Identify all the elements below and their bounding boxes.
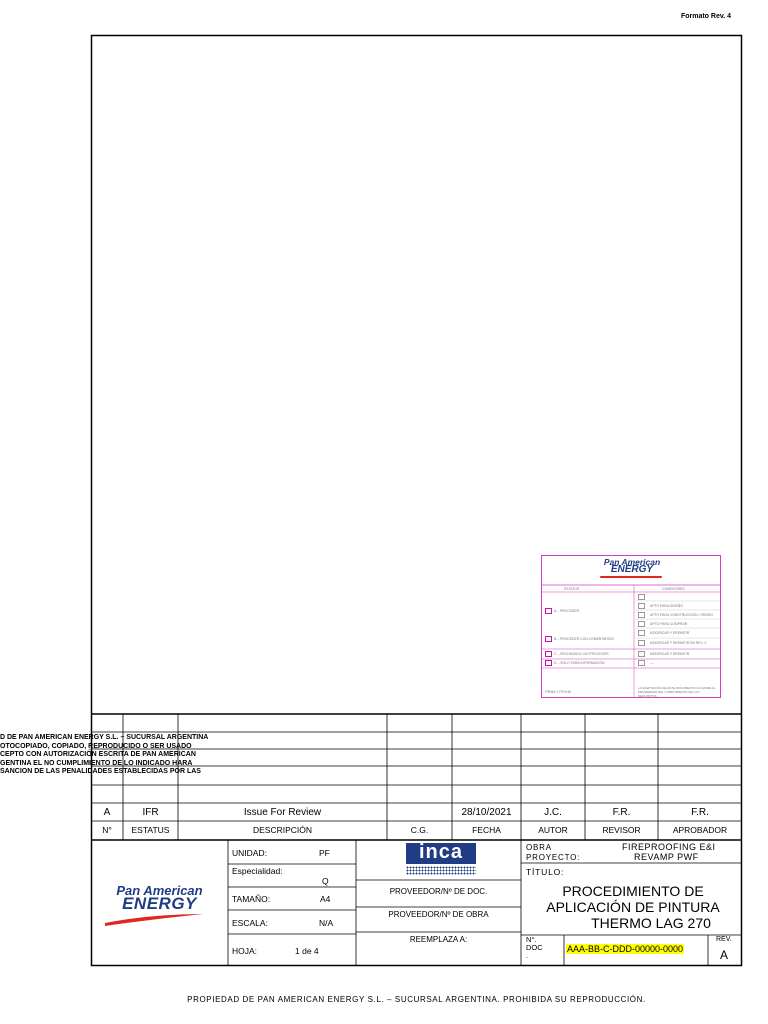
company-logo-line1: Pan American	[116, 883, 203, 898]
stamp-comment-checkbox[interactable]	[638, 630, 645, 636]
stamp-checkbox-c[interactable]	[545, 651, 552, 657]
stamp-comment: MODIFICAR Y REEMITIR	[650, 652, 690, 656]
legal-notice-line: SANCION DE LAS PENALIDADES ESTABLECIDAS POR LAS	[0, 768, 201, 775]
rev-header-description: DESCRIPCIÓN	[252, 825, 313, 835]
company-logo-swoosh	[91, 840, 228, 965]
rev-author: J.C.	[544, 807, 562, 818]
stamp-grid	[542, 556, 720, 697]
rev-header-author: AUTOR	[538, 825, 568, 835]
stamp-disclaimer: LA ACEPTACIÓN DE ESTE DOCUMENTO NO EXIME AL PROVEEDOR DEL CUMPLIMIENTO DE LOS REQUISITOS	[638, 686, 716, 698]
stamp-comment: APTO PARA COMPRAR	[650, 622, 688, 626]
proyecto-label: PROYECTO:	[526, 853, 581, 862]
rev-header-reviewer: REVISOR	[602, 825, 641, 835]
rev-header-cg: C.G.	[410, 825, 429, 835]
tamano-label: TAMAÑO:	[232, 894, 271, 904]
obra-value-line2: REVAMP PWF	[634, 852, 699, 862]
stamp-comment-checkbox[interactable]	[638, 621, 645, 627]
stamp-status-c: C – RECHAZADO, NO PROCEDER	[554, 652, 609, 656]
rev-header-status: ESTATUS	[131, 825, 170, 835]
titulo-label: TÍTULO:	[526, 867, 565, 877]
document-title-line2: APLICACIÓN DE PINTURA	[546, 899, 720, 915]
stamp-comment: APTO PARA CONSTRUCCIÓN / ORDEN	[650, 613, 713, 617]
rev-approver: F.R.	[691, 807, 709, 818]
especialidad-label: Especialidad:	[232, 866, 283, 876]
company-logo-line2: ENERGY	[122, 894, 197, 913]
stamp-comment-checkbox[interactable]	[638, 651, 645, 657]
footer-notice: PROPIEDAD DE PAN AMERICAN ENERGY S.L. – SUCURSAL ARGENTINA. PROHIBIDA SU REPRODUCCIÓN.	[187, 995, 646, 1004]
legal-notice-line: CEPTO CON AUTORIZACIÓN ESCRITA DE PAN AMERICAN	[0, 751, 196, 758]
company-logo	[91, 840, 228, 965]
hoja-value: 1 de 4	[295, 946, 319, 956]
stamp-checkbox-a[interactable]	[545, 608, 552, 614]
escala-label: ESCALA:	[232, 918, 268, 928]
stamp-comment: —	[650, 661, 654, 665]
stamp-comment: MODIFICAR Y REEMITIR EN REV. X	[650, 641, 707, 645]
stamp-comment-checkbox[interactable]	[638, 660, 645, 666]
proveedor-obra: PROVEEDOR/Nº DE OBRA	[388, 910, 489, 919]
doc-number-label-line2: DOC	[526, 943, 543, 952]
document-title	[528, 883, 738, 931]
stamp-status-d: D – SOLO PARA INFORMACIÓN	[554, 661, 605, 665]
legal-notice	[0, 734, 208, 777]
stamp-comment: MODIFICAR Y REEMITIR	[650, 631, 690, 635]
stamp-col-comment: COMENTARIO	[662, 587, 685, 591]
rev-header-date: FECHA	[472, 825, 501, 835]
escala-value: N/A	[319, 918, 334, 928]
especialidad-value: Q	[322, 876, 329, 886]
stamp-checkbox-b[interactable]	[545, 636, 552, 642]
obra-label: OBRA	[526, 843, 552, 852]
document-title-line3: THERMO LAG 270	[591, 915, 711, 931]
approval-stamp	[541, 555, 721, 698]
document-title-line1: PROCEDIMIENTO DE	[562, 883, 704, 899]
rev-number: A	[103, 807, 111, 818]
stamp-comment: APTO PARA DISEÑO	[650, 604, 683, 608]
legal-notice-line: GENTINA EL NO CUMPLIMIENTO DE LO INDICADO HARA	[0, 759, 193, 767]
rev-value: A	[720, 948, 729, 962]
stamp-comment-checkbox[interactable]	[638, 594, 645, 600]
stamp-comment-checkbox[interactable]	[638, 640, 645, 646]
tamano-value: A4	[320, 894, 331, 904]
rev-label: REV.	[716, 936, 732, 943]
stamp-checkbox-d[interactable]	[545, 660, 552, 666]
rev-description: Issue For Review	[243, 807, 322, 818]
document-number: AAA-BB-C-DDD-00000-0000	[567, 944, 684, 954]
doc-number-label-line3: .	[526, 951, 529, 960]
inca-logo-text: inca	[418, 841, 464, 863]
inca-logo	[406, 843, 476, 877]
stamp-status-a: A – PROCEDER	[554, 609, 580, 613]
stamp-status-b: B – PROCEDER CON COMENTARIOS	[554, 637, 614, 641]
legal-notice-line: OTOCOPIADO, COPIADO, REPRODUCIDO O SER USADO	[0, 742, 192, 750]
doc-number-label	[526, 936, 543, 960]
unidad-value: PF	[319, 848, 330, 858]
stamp-comment-checkbox[interactable]	[638, 612, 645, 618]
reemplaza: REEMPLAZA A:	[409, 935, 468, 944]
stamp-col-status: ESTATUS	[564, 587, 580, 591]
stamp-comment-checkbox[interactable]	[638, 603, 645, 609]
obra-value-line1: FIREPROOFING E&I	[622, 842, 716, 852]
stamp-logo-line2: ENERGY	[610, 564, 654, 575]
rev-reviewer: F.R.	[612, 807, 631, 818]
unidad-label: UNIDAD:	[232, 848, 267, 858]
legal-notice-line: D DE PAN AMERICAN ENERGY S.L. – SUCURSAL ARGENTINA	[0, 734, 209, 741]
format-revision: Formato Rev. 4	[680, 13, 731, 20]
inca-logo-dots	[406, 866, 476, 875]
stamp-logo-line1: Pan American	[603, 557, 661, 567]
rev-header-number: N°	[102, 825, 112, 835]
hoja-label: HOJA:	[232, 946, 258, 956]
stamp-signature-label: FIRMA Y FECHA	[545, 690, 571, 694]
rev-status: IFR	[142, 807, 159, 818]
proveedor-doc: PROVEEDOR/Nº DE DOC.	[389, 887, 488, 896]
rev-date: 28/10/2021	[461, 807, 512, 818]
rev-header-approver: APROBADOR	[672, 825, 728, 835]
doc-number-label-line1: N°.	[526, 935, 537, 944]
